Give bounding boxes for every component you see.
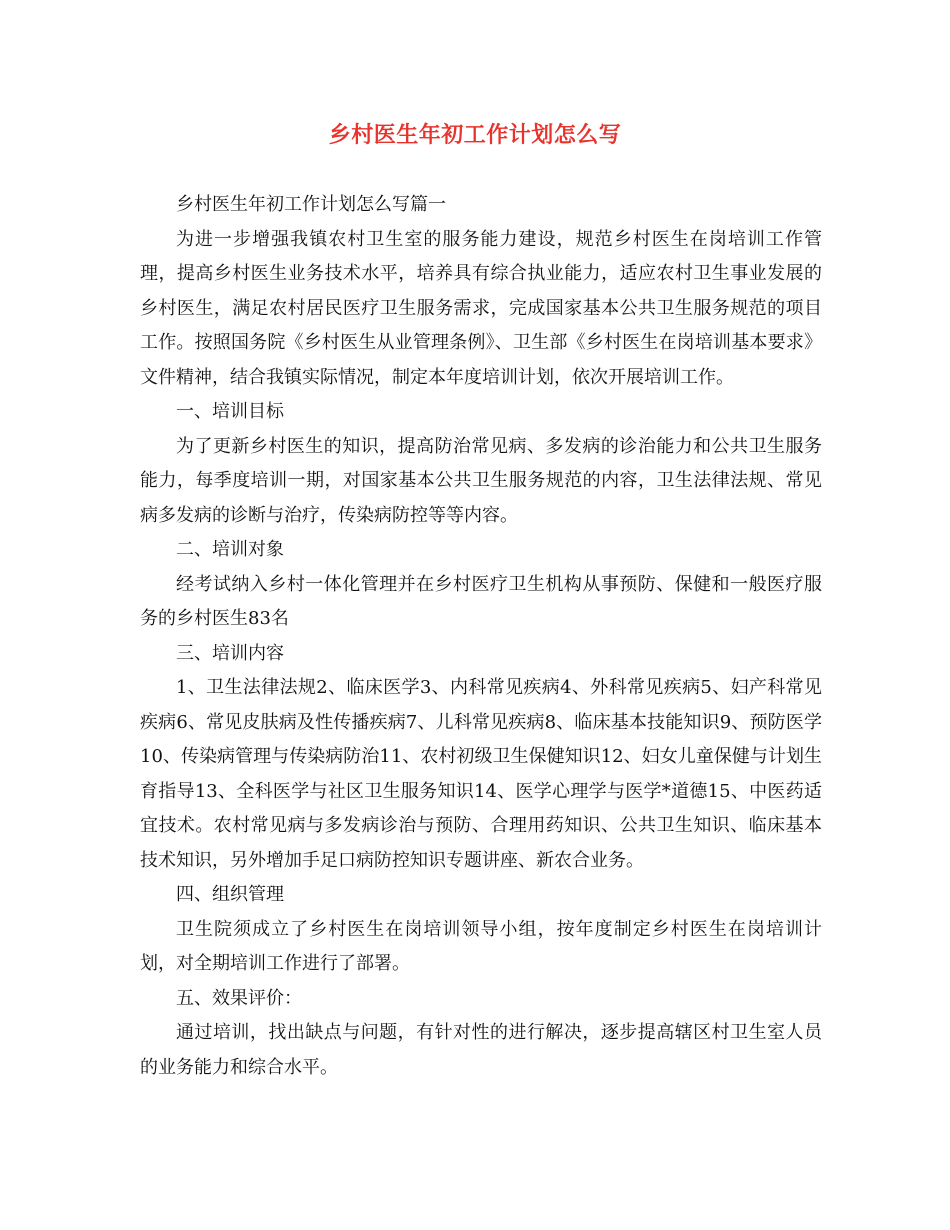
paragraph-targets: 经考试纳入乡村一体化管理并在乡村医疗卫生机构从事预防、保健和一般医疗服务的乡村医生83名 xyxy=(140,573,822,629)
section-heading-targets: 二、培训对象 xyxy=(176,539,284,560)
document-title: 乡村医生年初工作计划怎么写 xyxy=(328,122,622,148)
paragraph-intro: 为进一步增强我镇农村卫生室的服务能力建设，规范乡村医生在岗培训工作管理，提高乡村医生业务技术水平，培养具有综合执业能力，适应农村卫生事业发展的乡村医生，满足农村居民医疗卫生服务需求，完成国家基本公共卫生服务规范的项目工作。按照国务院《乡村医生从业管理条例》、卫生部《乡村医生在岗培训基本要求》文件精神，结合我镇实际情况，制定本年度培训计划，依次开展培训工作。 xyxy=(140,228,822,388)
section-heading-evaluation: 五、效果评价： xyxy=(176,987,302,1009)
document-body xyxy=(140,188,822,1085)
section-heading-management: 四、组织管理 xyxy=(176,884,284,905)
paragraph-evaluation: 通过培训，找出缺点与问题，有针对性的进行解决，逐步提高辖区村卫生室人员的业务能力和综合水平。 xyxy=(140,1022,822,1078)
paragraph-management: 卫生院须成立了乡村医生在岗培训领导小组，按年度制定乡村医生在岗培训计划，对全期培训工作进行了部署。 xyxy=(140,918,822,974)
paragraph-content: 1、卫生法律法规2、临床医学3、内科常见疾病4、外科常见疾病5、妇产科常见疾病6、常见皮肤病及性传播疾病7、儿科常见疾病8、临床基本技能知识9、预防医学10、传染病管理与传染病防治11、农村初级卫生保健知识12、妇女儿童保健与计划生育指导13、全科医学与社区卫生服务知识14、医学心理学与医学*道德15、中医药适宜技术。农村常见病与多发病诊治与预防、合理用药知识、公共卫生知识、临床基本技术知识，另外增加手足口病防控知识专题讲座、新农合业务。 xyxy=(140,677,822,871)
section-heading-content: 三、培训内容 xyxy=(176,642,284,664)
paragraph-goals: 为了更新乡村医生的知识，提高防治常见病、多发病的诊治能力和公共卫生服务能力，每季度培训一期，对国家基本公共卫生服务规范的内容，卫生法律法规、常见病多发病的诊断与治疗，传染病防控等等内容。 xyxy=(140,435,822,526)
section-heading-goals: 一、培训目标 xyxy=(176,401,284,422)
section-heading-article: 乡村医生年初工作计划怎么写篇一 xyxy=(176,194,446,215)
